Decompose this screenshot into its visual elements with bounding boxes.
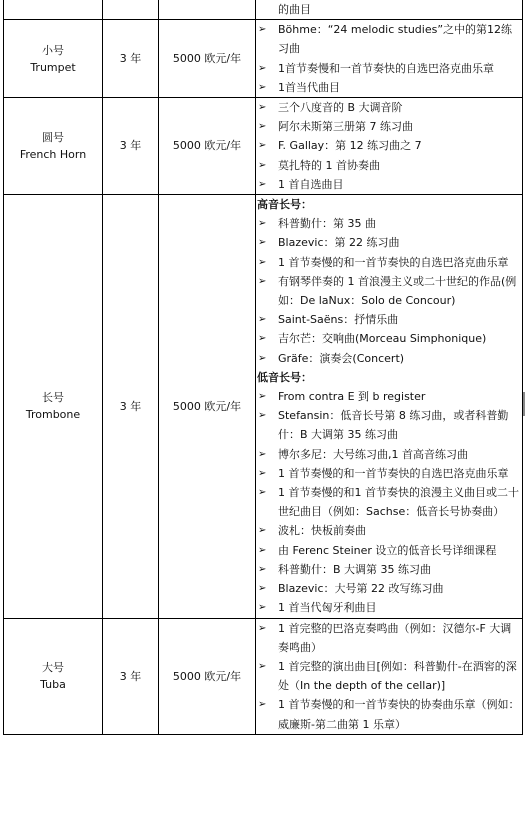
requirement-item <box>256 483 522 521</box>
arrow-bullet-icon: ➢ <box>258 81 267 93</box>
requirement-text: 1 首完整的演出曲目[例如：科普勤什-在酒窖的深处（In the depth of the cellar)] <box>278 659 517 693</box>
arrow-bullet-icon: ➢ <box>258 333 267 345</box>
requirement-text: 莫扎特的 1 首协奏曲 <box>278 158 380 172</box>
arrow-bullet-icon: ➢ <box>258 24 267 36</box>
requirement-item <box>256 560 522 579</box>
requirement-item <box>256 619 522 657</box>
arrow-bullet-icon: ➢ <box>258 448 267 460</box>
requirement-item <box>256 117 522 136</box>
requirement-text: 1 首当代匈牙利曲目 <box>278 601 377 615</box>
requirement-item <box>256 310 522 329</box>
years-cell: 3 年 <box>103 20 159 98</box>
instrument-name-en: Tuba <box>40 678 66 692</box>
requirement-item <box>256 136 522 155</box>
table-row <box>4 0 523 20</box>
requirement-item <box>256 78 522 97</box>
requirement-text: 1 首节奏慢的和一首节奏快的自选巴洛克曲乐章 <box>278 466 509 480</box>
arrow-bullet-icon: ➢ <box>258 544 267 556</box>
requirement-text: 科普勤什：第 35 曲 <box>278 217 376 231</box>
arrow-bullet-icon: ➢ <box>258 525 267 537</box>
arrow-bullet-icon: ➢ <box>258 62 267 74</box>
instrument-name-cn: 大号 <box>42 661 64 675</box>
arrow-bullet-icon: ➢ <box>258 410 267 422</box>
arrow-bullet-icon: ➢ <box>258 102 267 114</box>
requirement-text: 波札：快板前奏曲 <box>278 524 366 538</box>
requirement-item <box>256 349 522 368</box>
requirement-text: 有钢琴伴奏的 1 首浪漫主义或二十世纪的作品(例如：De laNux：Solo de Concour) <box>278 274 517 308</box>
repertoire-table <box>3 0 523 735</box>
requirements-cell <box>256 20 523 98</box>
requirement-item <box>256 98 522 117</box>
arrow-bullet-icon: ➢ <box>258 622 267 634</box>
table-row <box>4 195 523 618</box>
requirement-item <box>256 329 522 348</box>
fee-cell: 5000 欧元/年 <box>159 98 256 195</box>
requirement-text: Blazevic：大号第 22 改写练习曲 <box>278 582 444 596</box>
arrow-bullet-icon: ➢ <box>258 391 267 403</box>
instrument-name-cn: 小号 <box>42 43 64 57</box>
arrow-bullet-icon: ➢ <box>258 487 267 499</box>
table-row <box>4 20 523 98</box>
requirement-item <box>256 175 522 194</box>
requirement-text: Gräfe：演奏会(Concert) <box>278 351 405 365</box>
arrow-bullet-icon: ➢ <box>258 140 267 152</box>
requirement-subheading: 高音长号： <box>257 198 312 212</box>
requirements-cell <box>256 195 523 618</box>
requirement-item <box>256 579 522 598</box>
requirement-item <box>256 233 522 252</box>
requirements-cell <box>256 618 523 734</box>
instrument-cell <box>4 0 103 20</box>
requirement-text: 科普勤什：B 大调第 35 练习曲 <box>278 562 432 576</box>
instrument-name-cn: 圆号 <box>42 131 64 145</box>
requirement-item <box>256 695 522 733</box>
requirement-item <box>256 253 522 272</box>
requirement-text: Saint-Saëns：抒情乐曲 <box>278 313 399 327</box>
requirement-text: 1首节奏慢和一首节奏快的自选巴洛克曲乐章 <box>278 61 494 75</box>
requirement-text: F. Gallay：第 12 练习曲之 7 <box>278 139 422 153</box>
table-row <box>4 618 523 734</box>
arrow-bullet-icon: ➢ <box>258 583 267 595</box>
years-cell: 3 年 <box>103 618 159 734</box>
arrow-bullet-icon: ➢ <box>258 660 267 672</box>
fee-cell: 5000 欧元/年 <box>159 20 256 98</box>
requirement-item <box>256 464 522 483</box>
requirement-text: 1 首自选曲目 <box>278 177 344 191</box>
instrument-cell <box>4 195 103 618</box>
requirement-item <box>256 20 522 58</box>
fee-cell: 5000 欧元/年 <box>159 195 256 618</box>
arrow-bullet-icon: ➢ <box>258 467 267 479</box>
requirement-text: 阿尔未斯第三册第 7 练习曲 <box>278 120 413 134</box>
requirement-text: 博尔多尼：大号练习曲,1 首高音练习曲 <box>278 447 468 461</box>
instrument-name-cn: 长号 <box>42 391 64 405</box>
instrument-name-en: Trumpet <box>30 60 76 74</box>
fee-cell: 5000 欧元/年 <box>159 618 256 734</box>
requirement-text: 1 首节奏慢的和1 首节奏快的浪漫主义曲目或二十世纪曲目（例如：Sachse：低音长号协奏曲） <box>278 486 519 519</box>
requirement-text: 吉尔芒：交响曲(Morceau Simphonique) <box>278 332 487 346</box>
arrow-bullet-icon: ➢ <box>258 352 267 364</box>
years-cell: 3 年 <box>103 195 159 618</box>
requirement-text: Blazevic：第 22 练习曲 <box>278 236 400 250</box>
instrument-name-en: French Horn <box>19 148 87 162</box>
requirement-text: Böhme：“24 melodic studies”之中的第12练习曲 <box>278 23 513 56</box>
instrument-cell <box>4 20 103 98</box>
requirement-item <box>256 541 522 560</box>
requirement-continuation: 的曲目 <box>278 3 311 16</box>
requirement-item <box>256 406 522 444</box>
arrow-bullet-icon: ➢ <box>258 237 267 249</box>
requirement-item <box>256 598 522 617</box>
requirements-cell <box>256 98 523 195</box>
requirement-subheading: 低音长号： <box>257 370 312 384</box>
years-cell: 3 年 <box>103 98 159 195</box>
requirement-item <box>256 521 522 540</box>
arrow-bullet-icon: ➢ <box>258 218 267 230</box>
requirement-text: Stefansin：低音长号第 8 练习曲，或者科普勤什：B 大调第 35 练习曲 <box>278 409 509 442</box>
requirement-item <box>256 59 522 78</box>
arrow-bullet-icon: ➢ <box>258 121 267 133</box>
requirement-text: From contra E 到 b register <box>278 390 426 404</box>
arrow-bullet-icon: ➢ <box>258 563 267 575</box>
requirement-item <box>256 272 522 310</box>
requirement-text: 1首当代曲目 <box>278 80 340 94</box>
requirement-text: 1 首节奏慢的和一首节奏快的自选巴洛克曲乐章 <box>278 255 509 269</box>
years-cell <box>103 0 159 20</box>
arrow-bullet-icon: ➢ <box>258 159 267 171</box>
requirements-cell <box>256 0 523 20</box>
arrow-bullet-icon: ➢ <box>258 275 267 287</box>
arrow-bullet-icon: ➢ <box>258 314 267 326</box>
requirement-item <box>256 657 522 695</box>
requirement-text: 三个八度音的 B 大调音阶 <box>278 101 403 115</box>
requirement-item <box>256 214 522 233</box>
requirement-item <box>256 445 522 464</box>
requirement-text: 1 首节奏慢的和一首节奏快的协奏曲乐章（例如：威廉斯-第二曲第 1 乐章） <box>278 698 520 731</box>
instrument-cell <box>4 98 103 195</box>
requirement-item <box>256 387 522 406</box>
instrument-name-en: Trombone <box>25 408 81 422</box>
instrument-cell <box>4 618 103 734</box>
repertoire-table-body <box>4 0 523 734</box>
arrow-bullet-icon: ➢ <box>258 602 267 614</box>
arrow-bullet-icon: ➢ <box>258 699 267 711</box>
requirement-item <box>256 156 522 175</box>
arrow-bullet-icon: ➢ <box>258 178 267 190</box>
table-row <box>4 98 523 195</box>
requirement-text: 由 Ferenc Steiner 设立的低音长号详细课程 <box>278 543 497 557</box>
fee-cell <box>159 0 256 20</box>
arrow-bullet-icon: ➢ <box>258 256 267 268</box>
requirement-text: 1 首完整的巴洛克奏鸣曲（例如：汉德尔-F 大调奏鸣曲） <box>278 621 512 654</box>
